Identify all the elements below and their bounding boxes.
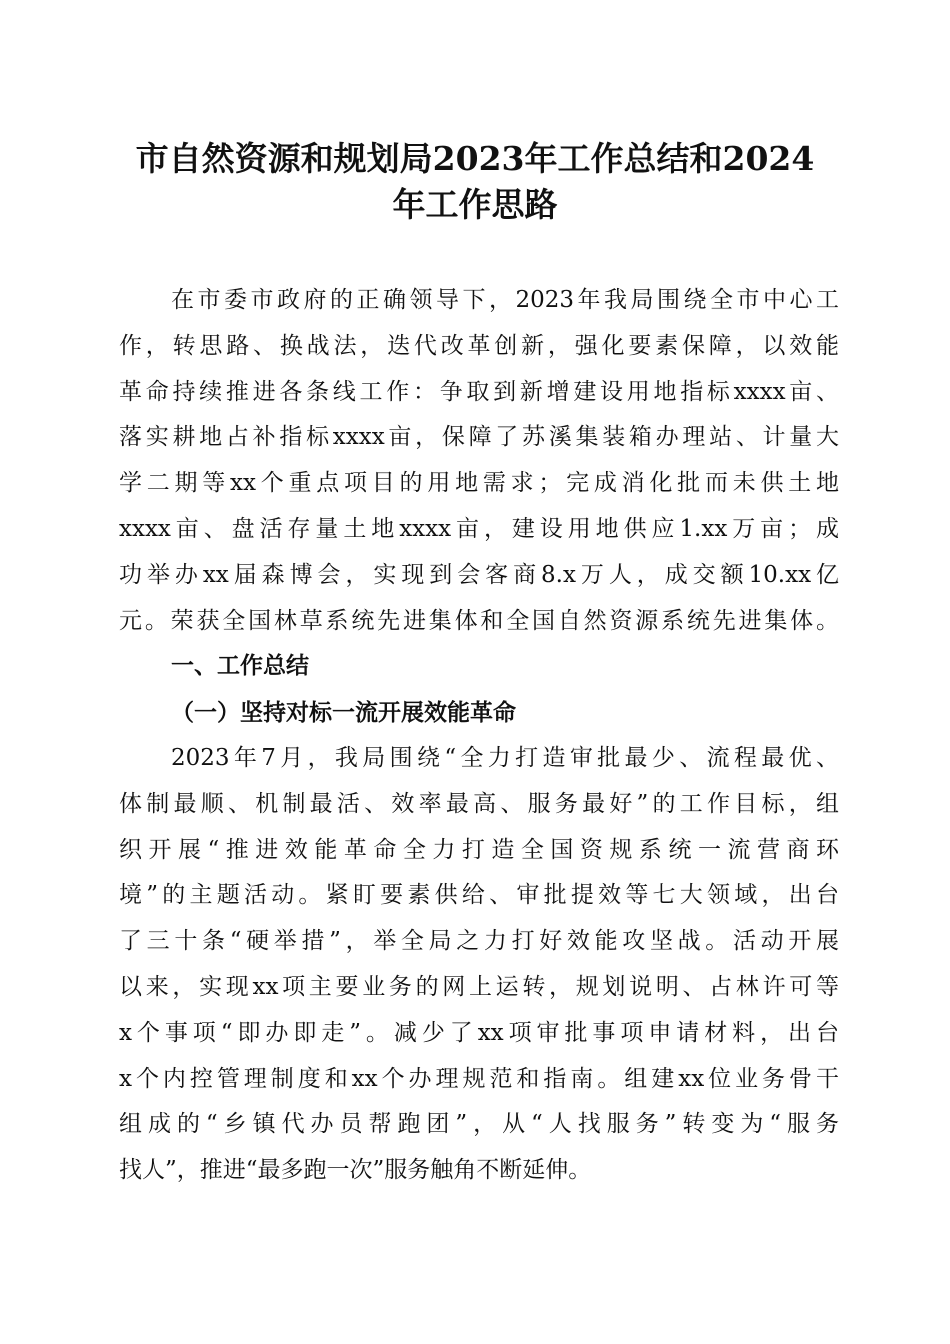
- intro-line: xxxx亩、盘活存量土地xxxx亩，建设用地供应1.xx万亩；成: [119, 515, 839, 542]
- document-body: [119, 278, 839, 1194]
- intro-line: 在市委市政府的正确领导下，2023年我局围绕全市中心工: [171, 287, 839, 313]
- document-title: [100, 136, 850, 228]
- intro-line: 元。荣获全国林草系统先进集体和全国自然资源系统先进集体。: [119, 607, 839, 634]
- section1-line: 2023年7月，我局围绕“全力打造审批最少、流程最优、: [171, 744, 839, 771]
- intro-line: 学二期等xx个重点项目的用地需求；完成消化批而未供土地: [119, 470, 839, 497]
- section1-line: 织开展“推进效能革命全力打造全国资规系统一流营商环: [119, 836, 839, 863]
- intro-line: 革命持续推进各条线工作：争取到新增建设用地指标xxxx亩、: [119, 378, 839, 405]
- section-heading: 一、工作总结: [171, 653, 309, 680]
- section1-line: x个内控管理制度和xx个办理规范和指南。组建xx位业务骨干: [119, 1065, 839, 1092]
- section1-line: 了三十条“硬举措”，举全局之力打好效能攻坚战。活动开展: [119, 928, 839, 955]
- section1-line: 组成的“乡镇代办员帮跑团”，从“人找服务”转变为“服务: [119, 1111, 839, 1138]
- section1-line: x个事项“即办即走”。减少了xx项审批事项申请材料，出台: [119, 1019, 839, 1046]
- intro-line: 落实耕地占补指标xxxx亩，保障了苏溪集装箱办理站、计量大: [119, 424, 839, 451]
- section1-line: 境”的主题活动。紧盯要素供给、审批提效等七大领域，出台: [119, 882, 839, 909]
- intro-line: 功举办xx届森博会，实现到会客商8.x万人，成交额10.xx亿: [119, 561, 839, 588]
- subsection-heading: （一）坚持对标一流开展效能革命: [171, 699, 516, 727]
- title-line-1: 市自然资源和规划局2023年工作总结和2024: [135, 139, 815, 178]
- section1-line: 体制最顺、机制最活、效率最高、服务最好”的工作目标，组: [119, 790, 839, 817]
- title-line-2: 年工作思路: [392, 185, 558, 224]
- intro-line: 作，转思路、换战法，迭代改革创新，强化要素保障，以效能: [119, 332, 839, 359]
- section1-line-last: 找人”，推进“最多跑一次”服务触角不断延伸。: [119, 1157, 592, 1184]
- section1-line: 以来，实现xx项主要业务的网上运转，规划说明、占林许可等: [119, 973, 839, 1000]
